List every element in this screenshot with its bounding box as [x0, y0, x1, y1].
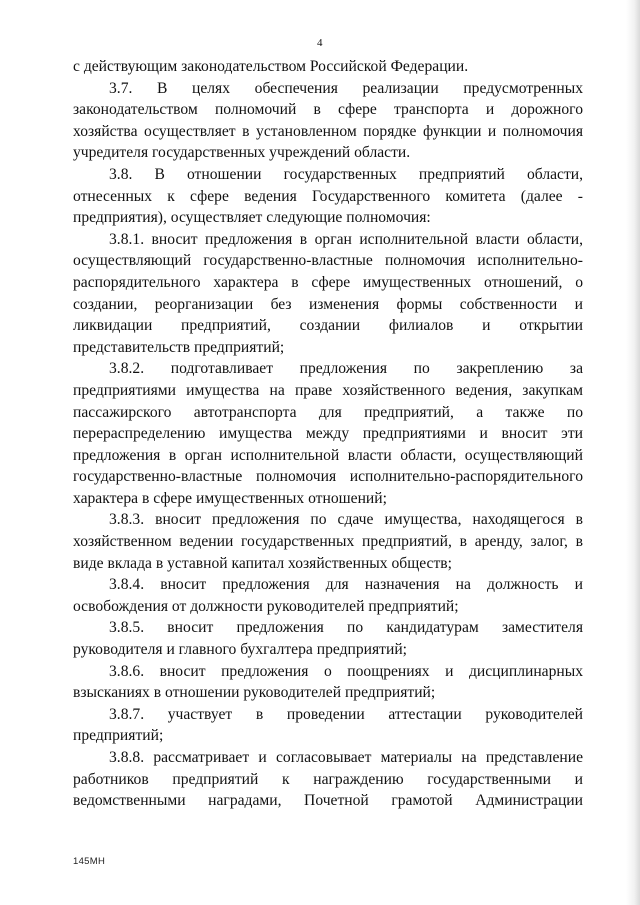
- paragraph-line: 3.8. В отношении государственных предприятий области,: [109, 165, 583, 183]
- paragraph-line: распорядительного характера в сфере имущественных отношений, о: [73, 273, 583, 291]
- paragraph: [73, 509, 583, 574]
- paragraph-line: представительств предприятий;: [73, 338, 285, 356]
- paragraph-line: характера в сфере имущественных отношений;: [73, 489, 387, 507]
- paragraph-line: предприятий;: [73, 727, 164, 745]
- paragraph-line: ведомственными наградами, Почетной грамотой Администрации: [73, 792, 583, 810]
- paragraph-line: хозяйственном ведении государственных предприятий, в аренду, залог, в: [73, 533, 583, 551]
- paragraph-line: 3.8.6. вносит предложения о поощрениях и дисциплинарных: [109, 662, 583, 680]
- paragraph-line: пассажирского автотранспорта для предприятий, а также по: [73, 403, 583, 421]
- document-body: [73, 56, 583, 812]
- paragraph-line: предприятия), осуществляет следующие полномочия:: [73, 209, 431, 227]
- paragraph-line: ликвидации предприятий, создании филиалов и открытии: [73, 317, 583, 335]
- paragraph-line: хозяйства осуществляет в установленном порядке функции и полномочия: [73, 122, 583, 140]
- paragraph-line: 3.8.2. подготавливает предложения по закреплению за: [109, 360, 583, 378]
- paragraph-line: учредителя государственных учреждений области.: [73, 144, 411, 162]
- paragraph: [73, 617, 583, 660]
- paragraph-line: государственно-властные полномочия исполнительно-распорядительного: [73, 468, 583, 486]
- paragraph: [73, 574, 583, 617]
- paragraph: [73, 164, 583, 229]
- paragraph: [73, 661, 583, 704]
- page-number: 4: [317, 37, 323, 49]
- paragraph-line: 3.8.5. вносит предложения по кандидатурам заместителя: [109, 619, 583, 637]
- paragraph-line: 3.8.8. рассматривает и согласовывает материалы на представление: [109, 749, 583, 766]
- paragraph-line: отнесенных к сфере ведения Государственного комитета (далее -: [73, 187, 583, 205]
- paragraph-line: 3.8.1. вносит предложения в орган исполнительной власти области,: [109, 230, 583, 248]
- paragraph-line: осуществляющий государственно-властные полномочия исполнительно-: [73, 252, 583, 270]
- paragraph: [73, 229, 583, 359]
- paragraph: [73, 358, 583, 509]
- paragraph-line: с действующим законодательством Российской Федерации.: [73, 58, 469, 75]
- paragraph-line: работников предприятий к награждению государственными и: [73, 770, 583, 788]
- paragraph: [73, 747, 583, 812]
- paragraph-line: создании, реорганизации без изменения формы собственности и: [73, 295, 583, 313]
- paragraph-line: предприятиями имущества на праве хозяйственного ведения, закупкам: [73, 381, 583, 399]
- paragraph: [73, 78, 583, 164]
- paragraph-line: 3.7. В целях обеспечения реализации предусмотренных: [109, 79, 583, 97]
- paragraph-line: перераспределению имущества между предприятиями и вносит эти: [73, 425, 583, 443]
- paragraph-line: 3.8.7. участвует в проведении аттестации руководителей: [109, 705, 583, 723]
- paragraph: [73, 56, 583, 78]
- paragraph-line: 3.8.3. вносит предложения по сдаче имущества, находящегося в: [109, 511, 583, 529]
- paragraph-line: взысканиях в отношении руководителей предприятий;: [73, 684, 436, 702]
- scan-edge-shadow: [626, 0, 640, 905]
- paragraph-line: руководителя и главного бухгалтера предприятий;: [73, 641, 408, 659]
- paragraph-line: 3.8.4. вносит предложения для назначения на должность и: [109, 576, 583, 594]
- paragraph-line: виде вклада в уставной капитал хозяйственных обществ;: [73, 554, 452, 572]
- paragraph-line: освобождения от должности руководителей предприятий;: [73, 597, 459, 615]
- footer-document-code: 145МН: [73, 856, 106, 867]
- paragraph: [73, 704, 583, 747]
- paragraph-line: предложения в орган исполнительной власти области, осуществляющий: [73, 446, 583, 464]
- paragraph-line: законодательством полномочий в сфере транспорта и дорожного: [73, 101, 583, 119]
